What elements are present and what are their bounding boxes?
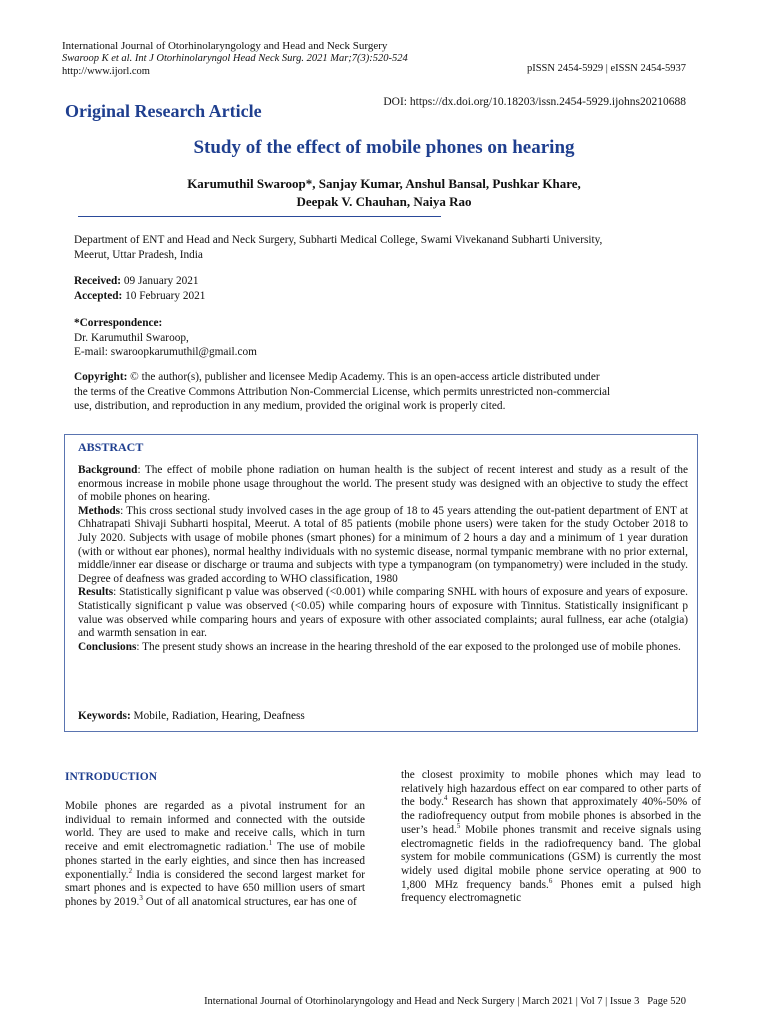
received-date [74, 274, 694, 289]
intro-column-right [401, 769, 701, 906]
conclusions-text: : The present study shows an increase in the hearing threshold of the ear exposed to the prolonged use of mobile phones. [136, 640, 681, 653]
footer-line [204, 996, 686, 1007]
abstract-conclusions [78, 641, 688, 655]
results-text: : Statistically significant p value was observed (<0.001) while comparing SNHL with hours of exposure and years of exposure. Statistically significant p value was observed (<0.05) while comparing hours of exposure with Tinnitus. Statistically insignificant p value was observed while comparing hours and years of exposure with other associated complaints; aural fullness, ear ache (otalgia) and warmth sensation in ear. [78, 586, 688, 640]
intro-text: The use of mobile phones started in the early eighties, and since then has increased exponentially. [65, 841, 365, 881]
correspondence [74, 316, 694, 360]
abstract-methods [78, 505, 688, 587]
intro-paragraph-left [65, 800, 365, 910]
journal-url[interactable]: http://www.ijorl.com [62, 66, 150, 77]
affiliation [74, 233, 694, 262]
intro-text: Mobile phones are regarded as a pivotal instrument for an individual to remain informed and connected with the outside world. They are used to make and receive calls, which in turn receive and emit electromagnetic radiation. [65, 800, 365, 854]
journal-name: International Journal of Otorhinolaryngology and Head and Neck Surgery [62, 40, 388, 52]
abstract-background [78, 464, 688, 505]
author-list [0, 175, 768, 211]
intro-column-left [65, 800, 365, 910]
methods-label: Methods [78, 504, 121, 517]
intro-text: India is considered the second largest market for smart phones and is expected to have 650 million users of smart phones by 2019. [65, 868, 365, 908]
author-line-1: Karumuthil Swaroop*, Sanjay Kumar, Anshul Bansal, Pushkar Khare, [187, 176, 581, 191]
correspondence-label: *Correspondence: [74, 317, 163, 329]
intro-text: Mobile phones transmit and receive signals using electromagnetic fields in the radiofrequency band. The global system for mobile communications (GSM) is currently the most widely used digital mobile phone service operating at 900 to 1,800 MHz frequency bands. [401, 823, 702, 891]
correspondence-email[interactable]: E-mail: swaroopkarumuthil@gmail.com [74, 346, 257, 358]
conclusions-label: Conclusions [78, 640, 137, 653]
doi-link[interactable]: DOI: https://dx.doi.org/10.18203/issn.2454-5929.ijohns20210688 [383, 96, 686, 108]
author-line-2: Deepak V. Chauhan, Naiya Rao [296, 194, 472, 209]
accepted-value: 10 February 2021 [122, 289, 206, 302]
affiliation-line-1: Department of ENT and Head and Neck Surgery, Subharti Medical College, Swami Vivekanand Subharti University, [74, 234, 603, 246]
keywords [78, 710, 305, 722]
methods-text: : This cross sectional study involved cases in the age group of 18 to 45 years attending the out-patient department of ENT at Chhatrapati Shivaji Subharti hospital, Meerut. A total of 85 patients (mobile phone users) were taken for the study October 2018 to July 2020. Subjects with usage of mobile phones (smart phones) for a minimum of 2 hours a day and a minimum of 1 year duration (with or without ear phones), normal healthy individuals with no systemic disease, normal tympanic membrane with no prior external, middle/inner ear disease or discharge or trauma and subjects with type a tympanogram (on tympanometry) were included in the study. Degree of deafness was graded according to WHO classification, 1980 [78, 504, 688, 585]
results-label: Results [78, 586, 114, 599]
reference-marker: 5 [456, 822, 461, 831]
affiliation-line-2: Meerut, Uttar Pradesh, India [74, 248, 203, 261]
correspondence-name: Dr. Karumuthil Swaroop, [74, 331, 189, 344]
article-type: Original Research Article [65, 101, 262, 121]
intro-text: the closest proximity to mobile phones which may lead to relatively high hazardous effect on ear compared to other parts of the body. [401, 769, 701, 809]
accepted-date [74, 289, 694, 304]
reference-marker: 6 [548, 876, 553, 885]
intro-text: Phones emit a pulsed high frequency electromagnetic [401, 878, 701, 905]
accepted-label: Accepted: [74, 289, 123, 302]
abstract-heading: ABSTRACT [78, 440, 144, 454]
copyright-line-2: the terms of the Creative Commons Attribution Non-Commercial License, which permits unrestricted non-commercial [74, 385, 611, 398]
page-number: Page 520 [647, 996, 686, 1007]
reference-marker: 2 [128, 866, 133, 875]
article-title: Study of the effect of mobile phones on hearing [193, 137, 575, 158]
abstract-text [78, 464, 688, 654]
title-divider [78, 216, 441, 217]
citation-line: Swaroop K et al. Int J Otorhinolaryngol Head Neck Surg. 2021 Mar;7(3):520-524 [62, 53, 408, 64]
article-dates [74, 274, 694, 303]
reference-marker: 3 [139, 894, 143, 903]
abstract-results [78, 586, 688, 640]
copyright-line-1: © the author(s), publisher and licensee Medip Academy. This is an open-access article distributed under [127, 371, 600, 383]
keywords-text: Mobile, Radiation, Hearing, Deafness [130, 710, 305, 722]
received-value: 09 January 2021 [121, 275, 199, 287]
reference-marker: 1 [268, 839, 273, 848]
reference-marker: 4 [443, 794, 448, 803]
issn-line: pISSN 2454-5929 | eISSN 2454-5937 [526, 63, 686, 74]
keywords-label: Keywords: [78, 710, 131, 722]
introduction-heading: INTRODUCTION [65, 771, 158, 783]
intro-text: Research has shown that approximately 40%-50% of the radiofrequency output from mobile phones is absorbed in the user’s head. [401, 796, 701, 836]
received-label: Received: [74, 275, 122, 287]
copyright-notice [74, 370, 694, 414]
background-label: Background [78, 464, 138, 476]
copyright-line-3: use, distribution, and reproduction in any medium, provided the original work is properly cited. [74, 400, 506, 412]
intro-text: Out of all anatomical structures, ear has one of [142, 895, 357, 908]
footer-journal: International Journal of Otorhinolaryngology and Head and Neck Surgery | March 2021 | Vol 7 | Issue 3 [204, 996, 640, 1007]
copyright-label: Copyright: [74, 371, 128, 383]
background-text: : The effect of mobile phone radiation on human health is the subject of recent interest and study as a result of the enormous increase in mobile phone usage throughout the world. The present study was designed with an objective to study the effect of mobile phones on hearing. [78, 464, 688, 504]
intro-paragraph-right [401, 769, 701, 906]
